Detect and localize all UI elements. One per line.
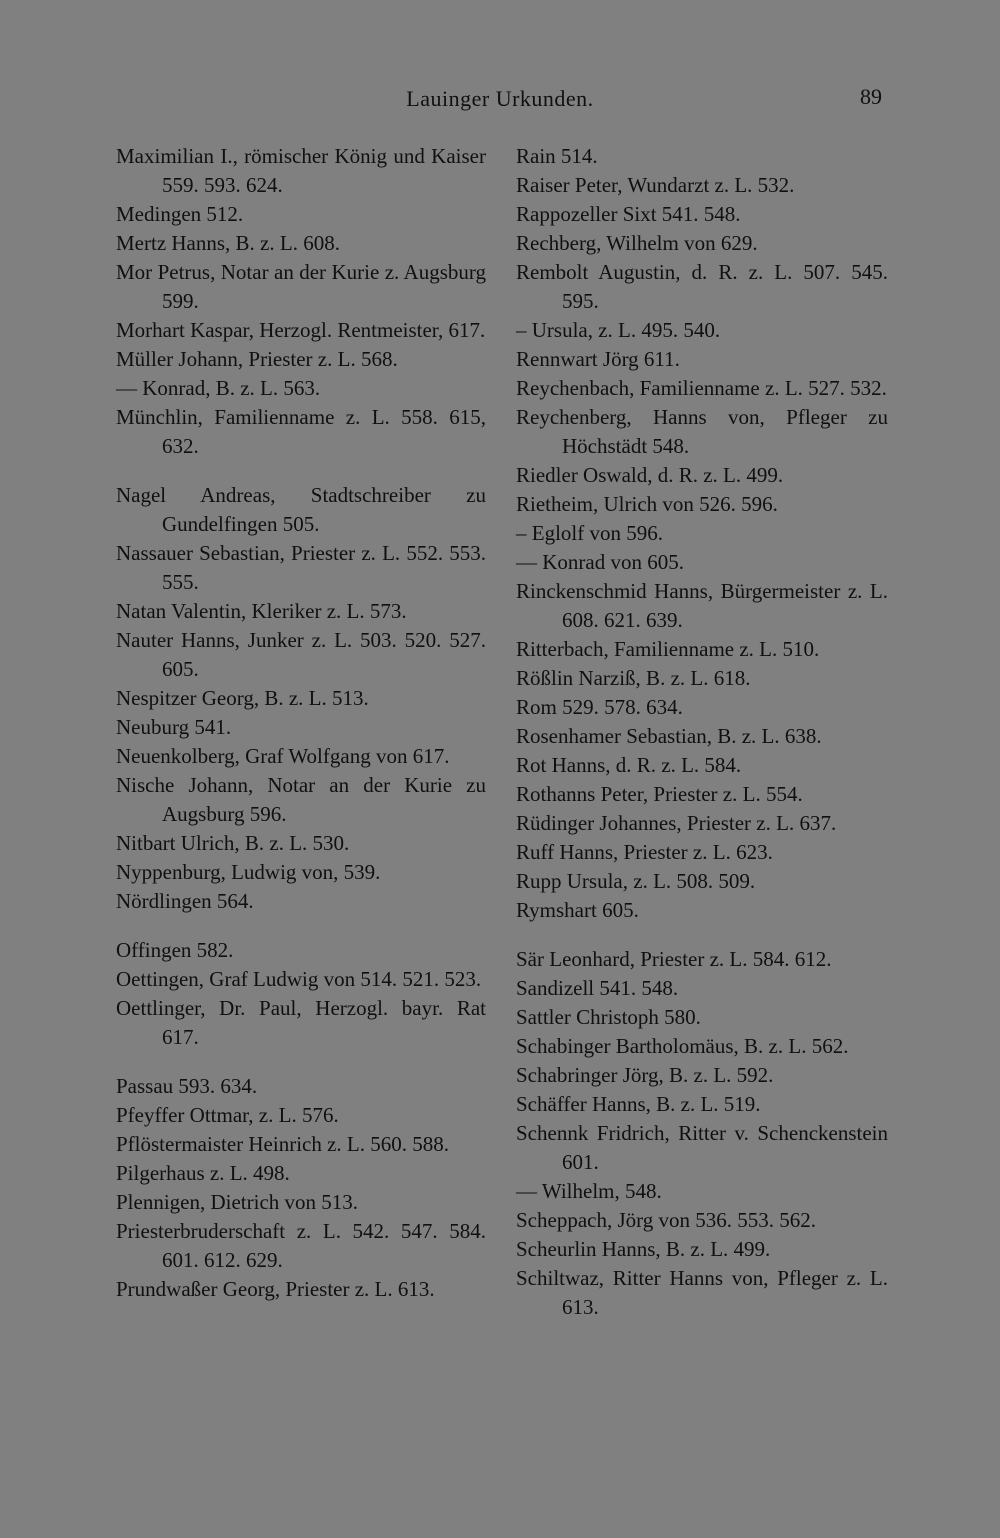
index-entry: Pflöstermaister Heinrich z. L. 560. 588. xyxy=(116,1132,450,1156)
index-entry: Mertz Hanns, B. z. L. 608. xyxy=(116,231,340,255)
index-entry: — Konrad von 605. xyxy=(516,550,684,574)
index-entry: Reychenbach, Familienname z. L. 527. 532. xyxy=(516,376,887,400)
index-entry: Nitbart Ulrich, B. z. L. 530. xyxy=(116,831,350,855)
index-entry: Nauter Hanns, Junker z. L. 503. 520. 527. 605. xyxy=(116,628,486,681)
section-gap xyxy=(116,1052,486,1072)
index-entry: Rosenhamer Sebastian, B. z. L. 638. xyxy=(516,724,822,748)
index-entry: Plennigen, Dietrich von 513. xyxy=(116,1190,359,1214)
index-entry: Rüdinger Johannes, Priester z. L. 637. xyxy=(516,811,837,835)
index-entry: Oettlinger, Dr. Paul, Herzogl. bayr. Rat 617. xyxy=(116,996,486,1049)
page-number: 89 xyxy=(860,84,882,109)
index-entry: Riedler Oswald, d. R. z. L. 499. xyxy=(516,463,784,487)
index-entry: — Konrad, B. z. L. 563. xyxy=(116,376,321,400)
section-gap xyxy=(516,925,888,945)
index-entry: Rinckenschmid Hanns, Bürgermeister z. L. 608. 621. 639. xyxy=(516,579,888,632)
index-entry: Schäffer Hanns, B. z. L. 519. xyxy=(516,1092,761,1116)
index-entry: Rain 514. xyxy=(516,144,598,168)
index-entry: Nyppenburg, Ludwig von, 539. xyxy=(116,860,381,884)
index-entry: Sattler Christoph 580. xyxy=(516,1005,701,1029)
index-entry: Rietheim, Ulrich von 526. 596. xyxy=(516,492,778,516)
index-entry: Rößlin Narziß, B. z. L. 618. xyxy=(516,666,751,690)
index-entry: Schabinger Bartholomäus, B. z. L. 562. xyxy=(516,1034,849,1058)
index-entry: Sär Leonhard, Priester z. L. 584. 612. xyxy=(516,947,832,971)
index-entry: Offingen 582. xyxy=(116,938,234,962)
index-entry: Nassauer Sebastian, Priester z. L. 552. 553. 555. xyxy=(116,541,486,594)
index-entry: Medingen 512. xyxy=(116,202,244,226)
index-entry: Scheppach, Jörg von 536. 553. 562. xyxy=(516,1208,816,1232)
index-entry: Scheurlin Hanns, B. z. L. 499. xyxy=(516,1237,771,1261)
index-entry: Ritterbach, Familienname z. L. 510. xyxy=(516,637,820,661)
index-entry: Neuenkolberg, Graf Wolfgang von 617. xyxy=(116,744,450,768)
section-gap xyxy=(116,916,486,936)
index-entry: Rembolt Augustin, d. R. z. L. 507. 545. 595. xyxy=(516,260,888,313)
index-entry: Morhart Kaspar, Herzogl. Rentmeister, 617. xyxy=(116,318,486,342)
index-entry: – Ursula, z. L. 495. 540. xyxy=(516,318,721,342)
index-entry: Nördlingen 564. xyxy=(116,889,254,913)
index-entry: Schennk Fridrich, Ritter v. Schenckenstein 601. xyxy=(516,1121,888,1174)
index-entry: Rot Hanns, d. R. z. L. 584. xyxy=(516,753,742,777)
index-entry: Passau 593. 634. xyxy=(116,1074,258,1098)
index-entry: Oettingen, Graf Ludwig von 514. 521. 523. xyxy=(116,967,482,991)
index-column-left xyxy=(116,142,486,1304)
index-entry: Schiltwaz, Ritter Hanns von, Pfleger z. L. 613. xyxy=(516,1266,888,1319)
index-entry: Schabringer Jörg, B. z. L. 592. xyxy=(516,1063,774,1087)
running-header-title: Lauinger Urkunden. xyxy=(406,86,594,111)
index-entry: Rupp Ursula, z. L. 508. 509. xyxy=(516,869,756,893)
section-gap xyxy=(116,461,486,481)
index-entry: Nespitzer Georg, B. z. L. 513. xyxy=(116,686,369,710)
index-entry: Natan Valentin, Kleriker z. L. 573. xyxy=(116,599,407,623)
index-entry: Nische Johann, Notar an der Kurie zu Augsburg 596. xyxy=(116,773,486,826)
index-entry: Priesterbruderschaft z. L. 542. 547. 584. 601. 612. 629. xyxy=(116,1219,486,1272)
index-entry: Mor Petrus, Notar an der Kurie z. Augsburg 599. xyxy=(116,260,486,313)
index-entry: Münchlin, Familienname z. L. 558. 615, 632. xyxy=(116,405,486,458)
index-entry: Sandizell 541. 548. xyxy=(516,976,679,1000)
index-entry: Prundwaßer Georg, Priester z. L. 613. xyxy=(116,1277,435,1301)
index-entry: – Eglolf von 596. xyxy=(516,521,663,545)
index-column-right xyxy=(516,142,888,1322)
index-entry: Rechberg, Wilhelm von 629. xyxy=(516,231,758,255)
index-entry: Müller Johann, Priester z. L. 568. xyxy=(116,347,398,371)
index-entry: Rappozeller Sixt 541. 548. xyxy=(516,202,741,226)
index-entry: Rennwart Jörg 611. xyxy=(516,347,680,371)
index-entry: Reychenberg, Hanns von, Pfleger zu Höchstädt 548. xyxy=(516,405,888,458)
index-entry: Raiser Peter, Wundarzt z. L. 532. xyxy=(516,173,795,197)
index-entry: Neuburg 541. xyxy=(116,715,232,739)
index-entry: Rothanns Peter, Priester z. L. 554. xyxy=(516,782,803,806)
index-entry: Rymshart 605. xyxy=(516,898,639,922)
index-entry: Maximilian I., römischer König und Kaiser 559. 593. 624. xyxy=(116,144,486,197)
index-entry: Rom 529. 578. 634. xyxy=(516,695,683,719)
index-entry: Pilgerhaus z. L. 498. xyxy=(116,1161,290,1185)
index-entry: Nagel Andreas, Stadtschreiber zu Gundelfingen 505. xyxy=(116,483,486,536)
index-entry: — Wilhelm, 548. xyxy=(516,1179,662,1203)
index-entry: Pfeyffer Ottmar, z. L. 576. xyxy=(116,1103,339,1127)
index-entry: Ruff Hanns, Priester z. L. 623. xyxy=(516,840,773,864)
